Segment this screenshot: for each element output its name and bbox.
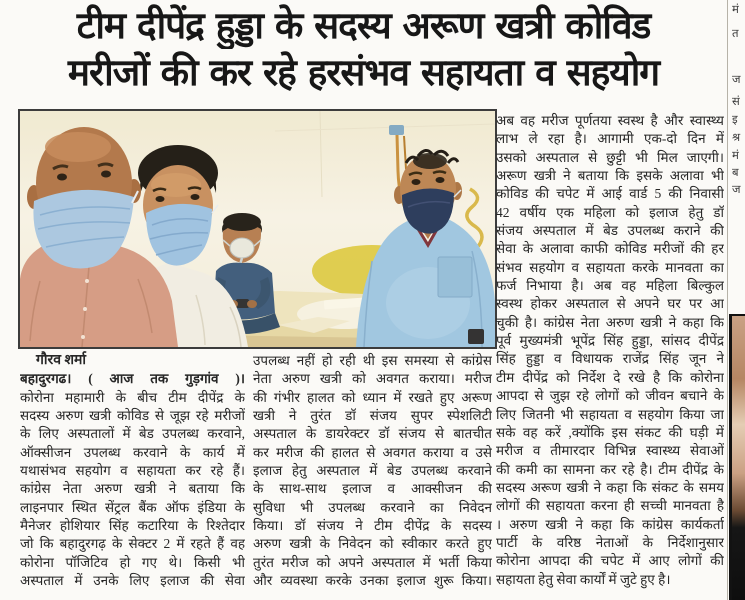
body-text-line: के साथ-साथ इलाज व आक्सीजन की [253,481,492,497]
body-text-line: संजय अस्पताल में बेड उपलब्ध कराने की [496,223,724,239]
body-text-line: कोरोना आपदा की चपेट में आए लोगों की [496,553,724,569]
cutoff-text-fragment: मं [732,4,739,16]
body-text-line: लिए जितनी भी सहायता व सहयोग किया जा [496,406,724,422]
body-text-line: पार्टी के वरिष्ठ नेताओं के निर्देशानुसार [496,534,724,550]
hospital-photo-illustration [20,111,495,347]
body-text-line: अस्पताल में उनके लिए इलाज की सेवा [20,573,245,589]
body-text-line: चुकी है। कांग्रेस नेता अरुण खत्री ने कहा कि [496,314,724,330]
body-text-line: फर्ज निभाया है। अब वह महिला बिल्कुल [496,278,724,294]
body-text-line: की कमी का सामना कर रहे है। टीम दीपेंद्र के [496,461,724,477]
body-text-line: कर मरीज की हालत से अवगत कराया व उसे [253,444,492,460]
body-text-line: बहादुरगढ। ( आज तक गुड़गांव )। [20,371,245,387]
body-text-line: सदस्य अरुण खत्री कोविड से जूझ रहे मरीजों [20,408,245,424]
cutoff-photo-sliver [729,314,745,600]
body-text-line: कोविड की चपेट में आई वार्ड 5 की निवासी [496,186,724,202]
headline-line-2: मरीजों की कर रहे हरसंभव सहायता व सहयोग [67,51,660,94]
column-left [20,352,245,590]
cutoff-text-fragment: इ [732,114,738,126]
body-text-line: के लिए अस्पतालों में बेड उपलब्ध करवाने, [20,426,245,442]
body-text-line: अरूण खत्री ने बताया कि इसके अलावा भी [496,168,724,184]
body-text-line: लोगों की सहायता करना ही सच्ची मानवता है [496,498,724,514]
cutoff-text-fragment: ज [732,184,741,196]
cutoff-text-fragment: सं [732,96,740,108]
cutoff-text-fragment: मं [732,150,739,162]
body-text-line: मैनेजर होशियार सिंह कटारिया के रिश्तेदार [20,518,245,534]
body-text-line: यथासंभव सहयोग व सहायता कर रहे हैं। [20,463,245,479]
body-text-line: आपदा से जुझ रहे लोगों को जीवन बचाने के [496,388,724,404]
body-text-line: 42 वर्षीय एक महिला को इलाज हेतु डॉ [496,204,724,220]
body-text-line: अब वह मरीज पूर्णतया स्वस्थ है और स्वास्थ्य [496,113,724,128]
body-text-line: सेवा के अलावा काफी कोविड मरीजों की हर [496,241,724,257]
column-middle [253,352,492,590]
body-text-line: पूर्व मुख्यमंत्री भूपेंद्र सिंह हुड्डा, सांसद दीपेंद्र [496,333,724,349]
column-left-lines [20,370,245,590]
body-text-line: किया। डॉ संजय ने टीम दीपेंद्र के सदस्य [253,518,492,534]
body-text-line: कोरोना महामारी के बीच टीम दीपेंद्र के [20,389,245,405]
body-text-line: उसको अस्पताल से छुट्टी भी मिल जाएगी। [496,149,724,165]
photo-byline: गौरव शर्मा [36,353,87,368]
body-text-line: टीम दीपेंद्र को निर्देश दे रखे है कि कोरोना [496,369,724,385]
body-text-line: सिंह हुड्डा व विधायक राजेंद्र सिंह जून ने [496,351,724,367]
body-text-line: खत्री ने तुरंत डॉ संजय सुपर स्पेशलिटी [253,408,492,424]
body-text-line: मरीज व तीमारदार विभिन्न स्वास्थ्य सेवाओं [496,443,724,459]
body-text-line: जो कि बहादुरगढ़ के सेक्टर 2 में रहते हैं वह [20,536,245,552]
body-text-line: अस्पताल के डायरेक्टर डॉ संजय से बातचीत [253,426,492,442]
body-text-line: सदस्य अरूण खत्री ने कहा कि संकट के समय [496,479,724,495]
column-right [496,112,724,589]
body-text-line: ऑक्सीजन उपलब्ध करवाने के कार्य में [20,444,245,460]
body-text-line: सके वह करें ,क्योंकि इस संकट की घड़ी में [496,424,724,440]
body-text-line: कोरोना पॉजिटिव हो गए थे। किसी भी [20,554,245,570]
body-text-line: तुरंत मरीज को अपने अस्पताल में भर्ती किया [253,554,492,570]
body-text-line: । अरुण खत्री ने कहा कि कांग्रेस कार्यकर्ता [496,516,724,532]
body-text-line: लाइनपार स्थित सेंट्रल बैंक ऑफ इंडिया के [20,499,245,515]
body-text-line: स्वस्थ होकर अस्पताल से अपने घर पर आ [496,296,724,312]
body-text-line: अरुण खत्री के निवेदन को स्वीकार करते हुए [253,536,492,552]
cutoff-text-strip [732,2,745,199]
body-text-line: इलाज हेतु अस्पताल में बेड उपलब्ध करवाने [253,463,492,479]
column-divider-rule [727,0,728,600]
cutoff-text-fragment: श्र [732,132,741,144]
body-text-line: लाभ ले रहा है। आगामी एक-दो दिन में [496,131,724,147]
body-text-line: सुविधा भी उपलब्ध करवाने का निवेदन [253,499,492,515]
news-photo [18,109,497,349]
body-text-line: उपलब्ध नहीं हो रही थी इस समस्या से कांग्रेस [253,353,492,368]
article-headline [0,2,727,96]
body-text-line: की गंभीर हालत को ध्यान में रखते हुए अरूण [253,389,492,405]
body-text-line: सहायता हेतु सेवा कार्यों में जुटे हुए है। [496,571,671,587]
body-text-line: संभव सहयोग व सहायता करके मानवता का [496,259,724,275]
cutoff-text-fragment: ज [732,74,741,86]
body-text-line: नेता अरुण खत्री को अवगत कराया। मरीज [253,371,492,387]
headline-line-1: टीम दीपेंद्र हुड्डा के सदस्य अरूण खत्री कोविड [76,4,651,47]
body-text-line: और व्यवस्था करके उनका इलाज शुरू किया। [253,573,492,589]
body-text-line: कांग्रेस नेता अरुण खत्री ने बताया कि [20,481,245,497]
cutoff-text-fragment: ब [732,167,739,179]
cutoff-text-fragment: त [732,28,739,40]
